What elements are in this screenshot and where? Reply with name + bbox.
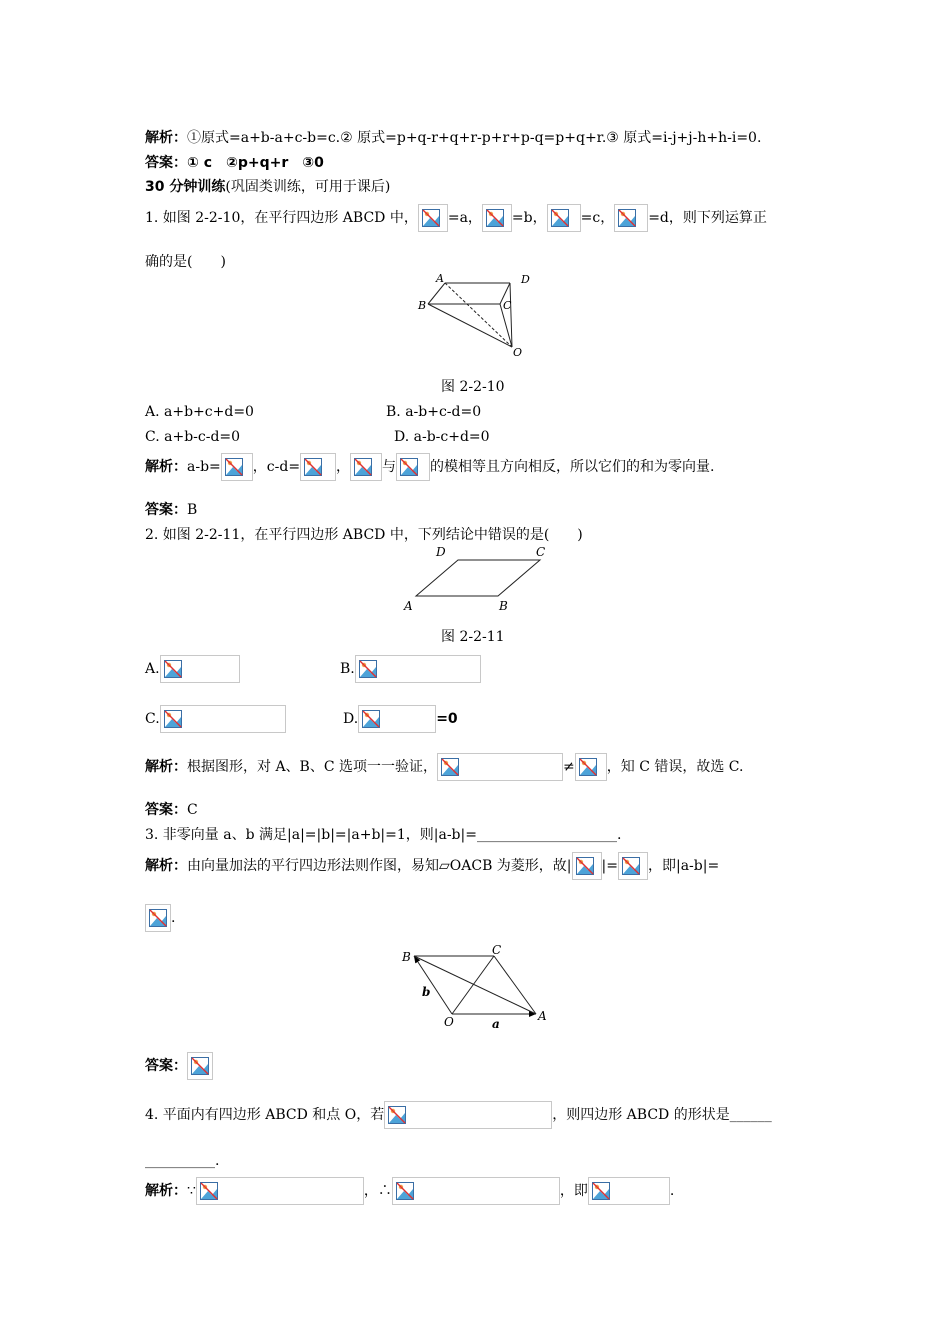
q2-option-d bbox=[343, 705, 458, 733]
broken-image-icon bbox=[191, 1057, 209, 1075]
label-c: C bbox=[536, 545, 546, 559]
label-d: D bbox=[521, 273, 530, 286]
vector-image bbox=[614, 204, 648, 232]
label-c: C bbox=[503, 299, 512, 312]
vector-image bbox=[196, 1177, 364, 1205]
q2-option-c bbox=[145, 705, 286, 733]
vector-image bbox=[572, 852, 602, 880]
s3-c: ，即|a-b|= bbox=[647, 858, 720, 874]
option-b-text: B. a-b+c-d=0 bbox=[386, 404, 482, 420]
label-vec-b: b bbox=[422, 985, 431, 999]
vector-image bbox=[588, 1177, 670, 1205]
broken-image-icon bbox=[164, 660, 182, 678]
label-d: D bbox=[436, 545, 446, 559]
q1-eq-c: =c， bbox=[580, 210, 615, 226]
broken-image-icon bbox=[362, 710, 380, 728]
s2-a: 根据图形，对 A、B、C 选项一一验证， bbox=[187, 759, 438, 775]
diag-oc bbox=[452, 956, 494, 1014]
question-1-cont bbox=[145, 252, 226, 272]
s2-b: ，知 C 错误，故选 C. bbox=[606, 759, 744, 775]
edge-ao bbox=[445, 283, 512, 347]
analysis-label: 解析： bbox=[145, 1183, 187, 1199]
answer-q1 bbox=[145, 500, 197, 520]
figure-2-2-11 bbox=[400, 544, 560, 616]
answer-text: C bbox=[187, 802, 198, 818]
broken-image-icon bbox=[576, 857, 594, 875]
label-b: B bbox=[499, 599, 508, 613]
broken-image-icon bbox=[400, 458, 418, 476]
broken-image-icon bbox=[396, 1182, 414, 1200]
analysis-q3-cont bbox=[145, 904, 175, 932]
s4-d: . bbox=[669, 1183, 675, 1199]
q4-b: ，则四边形 ABCD 的形状是______ bbox=[552, 1107, 772, 1123]
answer-q3 bbox=[145, 1052, 213, 1080]
option-b-text: B. bbox=[340, 661, 355, 677]
analysis-label: 解析： bbox=[145, 459, 187, 475]
broken-image-icon bbox=[304, 458, 322, 476]
vector-image bbox=[300, 453, 336, 481]
broken-image-icon bbox=[149, 909, 167, 927]
q1-option-c bbox=[145, 427, 240, 447]
figure-2-2-10 bbox=[410, 268, 550, 363]
analysis-q1 bbox=[145, 453, 715, 481]
q1-eq-d: =d，则下列运算正 bbox=[648, 210, 767, 226]
rhombus-figure bbox=[398, 942, 558, 1034]
s4-c: ，即 bbox=[559, 1183, 588, 1199]
question-3 bbox=[145, 825, 621, 845]
s4-a: ∵ bbox=[187, 1183, 196, 1199]
vector-image bbox=[437, 753, 563, 781]
vector-image bbox=[396, 453, 430, 481]
question-4-cont bbox=[145, 1151, 219, 1171]
broken-image-icon bbox=[486, 209, 504, 227]
q1-stem: 1. 如图 2-2-10，在平行四边形 ABCD 中， bbox=[145, 210, 418, 226]
s1-c: ， bbox=[336, 459, 351, 475]
s2-neq: ≠ bbox=[563, 759, 575, 775]
label-o: O bbox=[444, 1015, 454, 1029]
option-d-text: D. bbox=[343, 711, 359, 727]
vector-image bbox=[392, 1177, 560, 1205]
s1-d: 与 bbox=[382, 459, 397, 475]
q2-option-a bbox=[145, 655, 240, 683]
q1-eq-a: =a， bbox=[447, 210, 482, 226]
broken-image-icon bbox=[551, 209, 569, 227]
s1-a: a-b= bbox=[187, 459, 221, 475]
label-a: A bbox=[436, 272, 444, 285]
option-d-tail: =0 bbox=[436, 711, 458, 727]
vector-image bbox=[618, 852, 648, 880]
figure-caption-2: 图 2-2-11 bbox=[441, 629, 505, 645]
vector-image bbox=[358, 705, 436, 733]
s4-b: ，∴ bbox=[363, 1183, 392, 1199]
answer-q2 bbox=[145, 800, 198, 820]
q1-eq-b: =b， bbox=[511, 210, 547, 226]
label-b: B bbox=[418, 299, 427, 312]
label-o: O bbox=[513, 346, 523, 359]
answer-label: 答案： bbox=[145, 155, 187, 171]
s3-d: . bbox=[171, 910, 176, 926]
answer-label: 答案： bbox=[145, 1058, 187, 1074]
answer-label: 答案： bbox=[145, 802, 187, 818]
label-vec-a: a bbox=[492, 1017, 500, 1031]
vector-image bbox=[547, 204, 581, 232]
broken-image-icon bbox=[388, 1106, 406, 1124]
q4-a: 4. 平面内有四边形 ABCD 和点 O，若 bbox=[145, 1107, 385, 1123]
analysis-text: ①原式=a+b-a+c-b=c.② 原式=p+q-r+q+r-p+r+p-q=p+q+r.③ 原式=i-j+j-h+h-i=0. bbox=[187, 130, 762, 146]
option-c-text: C. a+b-c-d=0 bbox=[145, 429, 241, 445]
option-a-text: A. a+b+c+d=0 bbox=[145, 404, 254, 420]
analysis-q4 bbox=[145, 1177, 674, 1205]
option-d-text: D. a-b-c+d=0 bbox=[394, 429, 490, 445]
vector-image bbox=[384, 1101, 552, 1129]
analysis-label: 解析： bbox=[145, 858, 187, 874]
s3-a: 由向量加法的平行四边形法则作图，易知▱OACB 为菱形，故| bbox=[187, 858, 572, 874]
q1-stem-cont: 确的是( ) bbox=[145, 254, 226, 270]
s1-e: 的模相等且方向相反，所以它们的和为零向量. bbox=[430, 459, 715, 475]
option-a-text: A. bbox=[145, 661, 160, 677]
broken-image-icon bbox=[618, 209, 636, 227]
q2-stem: 2. 如图 2-2-11，在平行四边形 ABCD 中，下列结论中错误的是( ) bbox=[145, 527, 583, 543]
label-b: B bbox=[402, 950, 411, 964]
vector-image bbox=[355, 655, 481, 683]
vector-image bbox=[160, 705, 286, 733]
edge-ca bbox=[494, 956, 536, 1014]
vector-image bbox=[418, 204, 448, 232]
figure-caption-1: 图 2-2-10 bbox=[441, 379, 505, 395]
answer-text: ① c ②p+q+r ③0 bbox=[187, 155, 324, 171]
q1-option-a bbox=[145, 402, 254, 422]
vector-image bbox=[145, 904, 171, 932]
broken-image-icon bbox=[622, 857, 640, 875]
analysis-line-1 bbox=[145, 128, 761, 148]
broken-image-icon bbox=[225, 458, 243, 476]
q1-option-b bbox=[386, 402, 481, 422]
vector-image bbox=[160, 655, 240, 683]
analysis-label: 解析： bbox=[145, 130, 187, 146]
parallelogram bbox=[416, 560, 540, 596]
analysis-q2 bbox=[145, 753, 743, 781]
edge-do bbox=[510, 283, 512, 347]
answer-label: 答案： bbox=[145, 502, 187, 518]
diag-ab bbox=[414, 956, 536, 1014]
analysis-label: 解析： bbox=[145, 759, 187, 775]
s3-b: |= bbox=[601, 858, 618, 874]
broken-image-icon bbox=[200, 1182, 218, 1200]
option-c-text: C. bbox=[145, 711, 160, 727]
vector-image bbox=[187, 1052, 213, 1080]
vector-image bbox=[221, 453, 253, 481]
q1-option-d bbox=[394, 427, 490, 447]
section-heading bbox=[145, 177, 390, 197]
question-1 bbox=[145, 204, 767, 232]
broken-image-icon bbox=[422, 209, 440, 227]
q4-cont: __________. bbox=[145, 1153, 220, 1169]
label-a: A bbox=[404, 599, 413, 613]
section-subtitle: (巩固类训练，可用于课后) bbox=[225, 179, 391, 195]
s1-b: ，c-d= bbox=[252, 459, 301, 475]
vector-image bbox=[482, 204, 512, 232]
broken-image-icon bbox=[579, 758, 597, 776]
broken-image-icon bbox=[359, 660, 377, 678]
answer-text: B bbox=[187, 502, 198, 518]
edge-ab bbox=[428, 283, 445, 304]
vector-image bbox=[575, 753, 607, 781]
edge-bo bbox=[428, 304, 512, 347]
vector-image bbox=[350, 453, 382, 481]
broken-image-icon bbox=[441, 758, 459, 776]
q3-stem: 3. 非零向量 a、b 满足|a|=|b|=|a+b|=1，则|a-b|=____________________. bbox=[145, 827, 622, 843]
broken-image-icon bbox=[164, 710, 182, 728]
section-title: 30 分钟训练 bbox=[145, 179, 226, 195]
question-2 bbox=[145, 525, 583, 545]
q2-option-b bbox=[340, 655, 481, 683]
label-c: C bbox=[492, 943, 502, 957]
label-a: A bbox=[538, 1009, 547, 1023]
answer-line-1 bbox=[145, 153, 324, 173]
broken-image-icon bbox=[354, 458, 372, 476]
analysis-q3 bbox=[145, 852, 719, 880]
broken-image-icon bbox=[592, 1182, 610, 1200]
question-4 bbox=[145, 1101, 772, 1129]
